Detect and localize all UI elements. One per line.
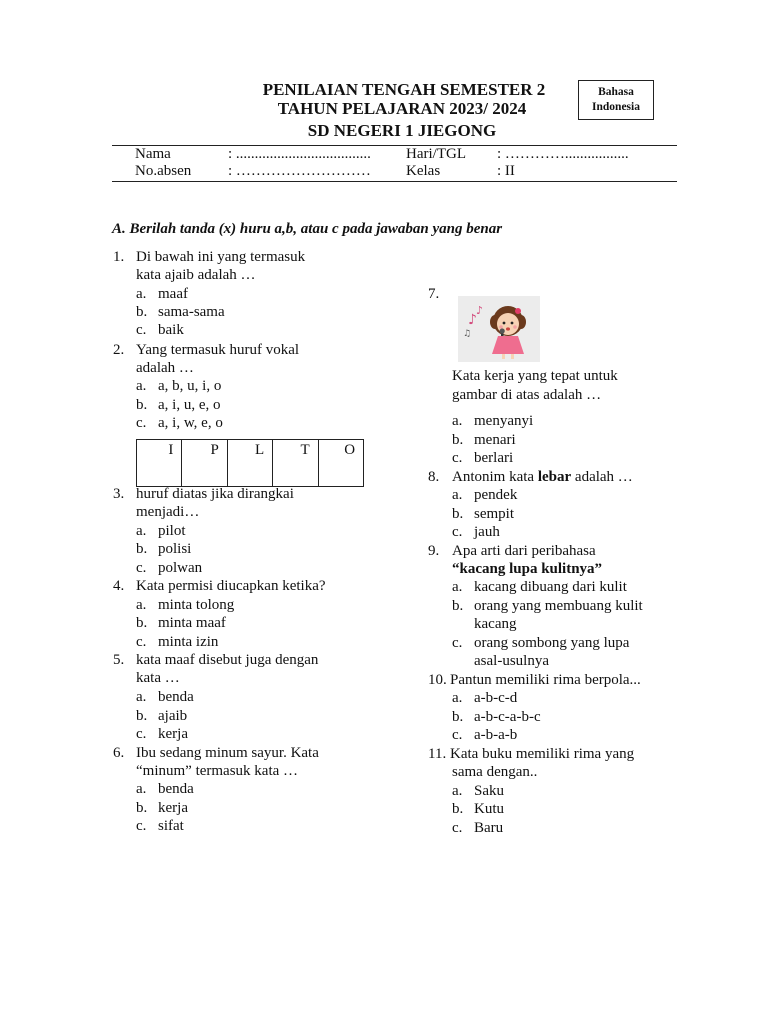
- q6-text: Ibu sedang minum sayur. Kata: [136, 745, 319, 761]
- q4-option-b-letter[interactable]: b.: [136, 615, 148, 631]
- absen-field[interactable]: : ………………………: [228, 163, 371, 179]
- q11-option-c[interactable]: Baru: [474, 820, 504, 836]
- q3-option-b-letter[interactable]: b.: [136, 541, 148, 557]
- letter-cell: T: [273, 440, 318, 486]
- q11-option-a-letter[interactable]: a.: [452, 783, 463, 799]
- q11-number: 11.: [428, 746, 447, 762]
- q4-number: 4.: [113, 578, 125, 594]
- q9-proverb: “kacang lupa kulitnya”: [452, 561, 603, 577]
- exam-title: PENILAIAN TENGAH SEMESTER 2: [262, 80, 546, 99]
- q5-option-c[interactable]: kerja: [158, 726, 188, 742]
- q5-number: 5.: [113, 652, 125, 668]
- q2-option-c-letter[interactable]: c.: [136, 415, 147, 431]
- q11-option-c-letter[interactable]: c.: [452, 820, 463, 836]
- kelas-label: Kelas: [406, 163, 441, 179]
- q8-option-b-letter[interactable]: b.: [452, 506, 464, 522]
- q9-option-c-continued[interactable]: asal-usulnya: [474, 653, 549, 669]
- q8-option-c-letter[interactable]: c.: [452, 524, 463, 540]
- q6-option-c[interactable]: sifat: [158, 818, 184, 834]
- q8-text: Antonim kata lebar adalah …: [452, 469, 633, 485]
- q4-option-a[interactable]: minta tolong: [158, 597, 235, 613]
- svg-text:♫: ♫: [463, 329, 472, 339]
- q6-number: 6.: [113, 745, 125, 761]
- q8-option-a-letter[interactable]: a.: [452, 487, 463, 503]
- q4-option-c[interactable]: minta izin: [158, 634, 219, 650]
- q1-text: Di bawah ini yang termasuk: [136, 249, 306, 265]
- q1-number: 1.: [113, 249, 125, 265]
- q11-option-b-letter[interactable]: b.: [452, 801, 464, 817]
- letter-cell: O: [344, 442, 356, 458]
- q8-option-b[interactable]: sempit: [474, 506, 514, 522]
- q9-option-b-continued[interactable]: kacang: [474, 616, 517, 632]
- q2-text: adalah …: [136, 360, 194, 376]
- subject-box: Bahasa Indonesia: [578, 80, 654, 120]
- q7-option-b-letter[interactable]: b.: [452, 432, 464, 448]
- q9-text: Apa arti dari peribahasa: [452, 543, 596, 559]
- q6-text: “minum” termasuk kata …: [136, 763, 299, 779]
- q1-option-b-letter[interactable]: b.: [136, 304, 148, 320]
- svg-text:♪: ♪: [468, 312, 477, 328]
- q2-option-b-letter[interactable]: b.: [136, 397, 148, 413]
- q6-option-a-letter[interactable]: a.: [136, 781, 147, 797]
- q10-number: 10.: [428, 672, 447, 688]
- q6-option-c-letter[interactable]: c.: [136, 818, 147, 834]
- q3-number: 3.: [113, 486, 125, 502]
- q1-option-c[interactable]: baik: [158, 322, 184, 338]
- q9-option-c[interactable]: orang sombong yang lupa: [474, 635, 630, 651]
- q1-option-b[interactable]: sama-sama: [158, 304, 225, 320]
- q9-option-c-letter[interactable]: c.: [452, 635, 463, 651]
- q5-text: kata …: [136, 670, 180, 686]
- q9-option-a[interactable]: kacang dibuang dari kulit: [474, 579, 627, 595]
- q9-option-b-letter[interactable]: b.: [452, 598, 464, 614]
- q1-option-a[interactable]: maaf: [158, 286, 188, 302]
- q10-option-b-letter[interactable]: b.: [452, 709, 464, 725]
- nama-label: Nama: [135, 146, 171, 162]
- q4-option-a-letter[interactable]: a.: [136, 597, 147, 613]
- q7-option-c[interactable]: berlari: [474, 450, 514, 466]
- q3-option-a-letter[interactable]: a.: [136, 523, 147, 539]
- q4-text: Kata permisi diucapkan ketika?: [136, 578, 326, 594]
- q1-option-c-letter[interactable]: c.: [136, 322, 147, 338]
- q6-option-a[interactable]: benda: [158, 781, 194, 797]
- q3-option-a[interactable]: pilot: [158, 523, 186, 539]
- q4-option-c-letter[interactable]: c.: [136, 634, 147, 650]
- q2-number: 2.: [113, 342, 125, 358]
- q3-text: menjadi…: [136, 504, 200, 520]
- q2-text: Yang termasuk huruf vokal: [136, 342, 300, 358]
- q5-option-c-letter[interactable]: c.: [136, 726, 147, 742]
- girl-singing-icon: [458, 296, 540, 362]
- school-year: TAHUN PELAJARAN 2023/ 2024: [277, 99, 527, 118]
- kelas-field: : II: [497, 163, 515, 179]
- q10-option-a[interactable]: a-b-c-d: [474, 690, 518, 706]
- absen-label: No.absen: [135, 163, 192, 179]
- q9-option-a-letter[interactable]: a.: [452, 579, 463, 595]
- section-instruction: A. Berilah tanda (x) huru a,b, atau c pada jawaban yang benar: [112, 221, 503, 237]
- hari-label: Hari/TGL: [406, 146, 466, 162]
- q4-option-b[interactable]: minta maaf: [158, 615, 226, 631]
- q5-option-a[interactable]: benda: [158, 689, 194, 705]
- q10-option-b[interactable]: a-b-c-a-b-c: [474, 709, 541, 725]
- q3-option-c-letter[interactable]: c.: [136, 560, 147, 576]
- q8-number: 8.: [428, 469, 440, 485]
- q1-text: kata ajaib adalah …: [136, 267, 256, 283]
- letter-table: [136, 439, 364, 487]
- q8-option-a[interactable]: pendek: [474, 487, 518, 503]
- q5-option-a-letter[interactable]: a.: [136, 689, 147, 705]
- q9-option-b[interactable]: orang yang membuang kulit: [474, 598, 643, 614]
- q7-option-a-letter[interactable]: a.: [452, 413, 463, 429]
- q11-option-a[interactable]: Saku: [474, 783, 504, 799]
- q7-option-b[interactable]: menari: [474, 432, 516, 448]
- letter-cell: P: [182, 440, 227, 486]
- q1-option-a-letter[interactable]: a.: [136, 286, 147, 302]
- divider-bottom: [112, 181, 677, 182]
- q11-text: Kata buku memiliki rima yang: [450, 746, 635, 762]
- q2-option-c[interactable]: a, i, w, e, o: [158, 415, 223, 431]
- q3-option-b[interactable]: polisi: [158, 541, 192, 557]
- hari-field[interactable]: : ………….................: [497, 146, 629, 162]
- q7-option-c-letter[interactable]: c.: [452, 450, 463, 466]
- q7-option-a[interactable]: menyanyi: [474, 413, 534, 429]
- q11-option-b[interactable]: Kutu: [474, 801, 504, 817]
- q8-option-c[interactable]: jauh: [474, 524, 500, 540]
- q10-option-c[interactable]: a-b-a-b: [474, 727, 518, 743]
- q6-option-b[interactable]: kerja: [158, 800, 188, 816]
- q10-text: Pantun memiliki rima berpola...: [450, 672, 641, 688]
- school-name: SD NEGERI 1 JIEGONG: [307, 121, 497, 140]
- q9-number: 9.: [428, 543, 440, 559]
- q2-option-a-letter[interactable]: a.: [136, 378, 147, 394]
- q5-text: kata maaf disebut juga dengan: [136, 652, 319, 668]
- q7-number: 7.: [428, 286, 440, 302]
- svg-text:♪: ♪: [476, 304, 484, 317]
- letter-cell: I: [137, 440, 182, 486]
- letter-cell: L: [228, 440, 273, 486]
- q2-option-a[interactable]: a, b, u, i, o: [158, 378, 222, 394]
- q3-text: huruf diatas jika dirangkai: [136, 486, 294, 502]
- q3-option-c[interactable]: polwan: [158, 560, 203, 576]
- q5-option-b[interactable]: ajaib: [158, 708, 188, 724]
- q7-text: gambar di atas adalah …: [452, 387, 602, 403]
- q10-option-a-letter[interactable]: a.: [452, 690, 463, 706]
- q5-option-b-letter[interactable]: b.: [136, 708, 148, 724]
- q2-option-b[interactable]: a, i, u, e, o: [158, 397, 221, 413]
- nama-field[interactable]: : ....................................: [228, 146, 371, 162]
- q11-text: sama dengan..: [452, 764, 538, 780]
- q10-option-c-letter[interactable]: c.: [452, 727, 463, 743]
- q6-option-b-letter[interactable]: b.: [136, 800, 148, 816]
- q7-text: Kata kerja yang tepat untuk: [452, 368, 618, 384]
